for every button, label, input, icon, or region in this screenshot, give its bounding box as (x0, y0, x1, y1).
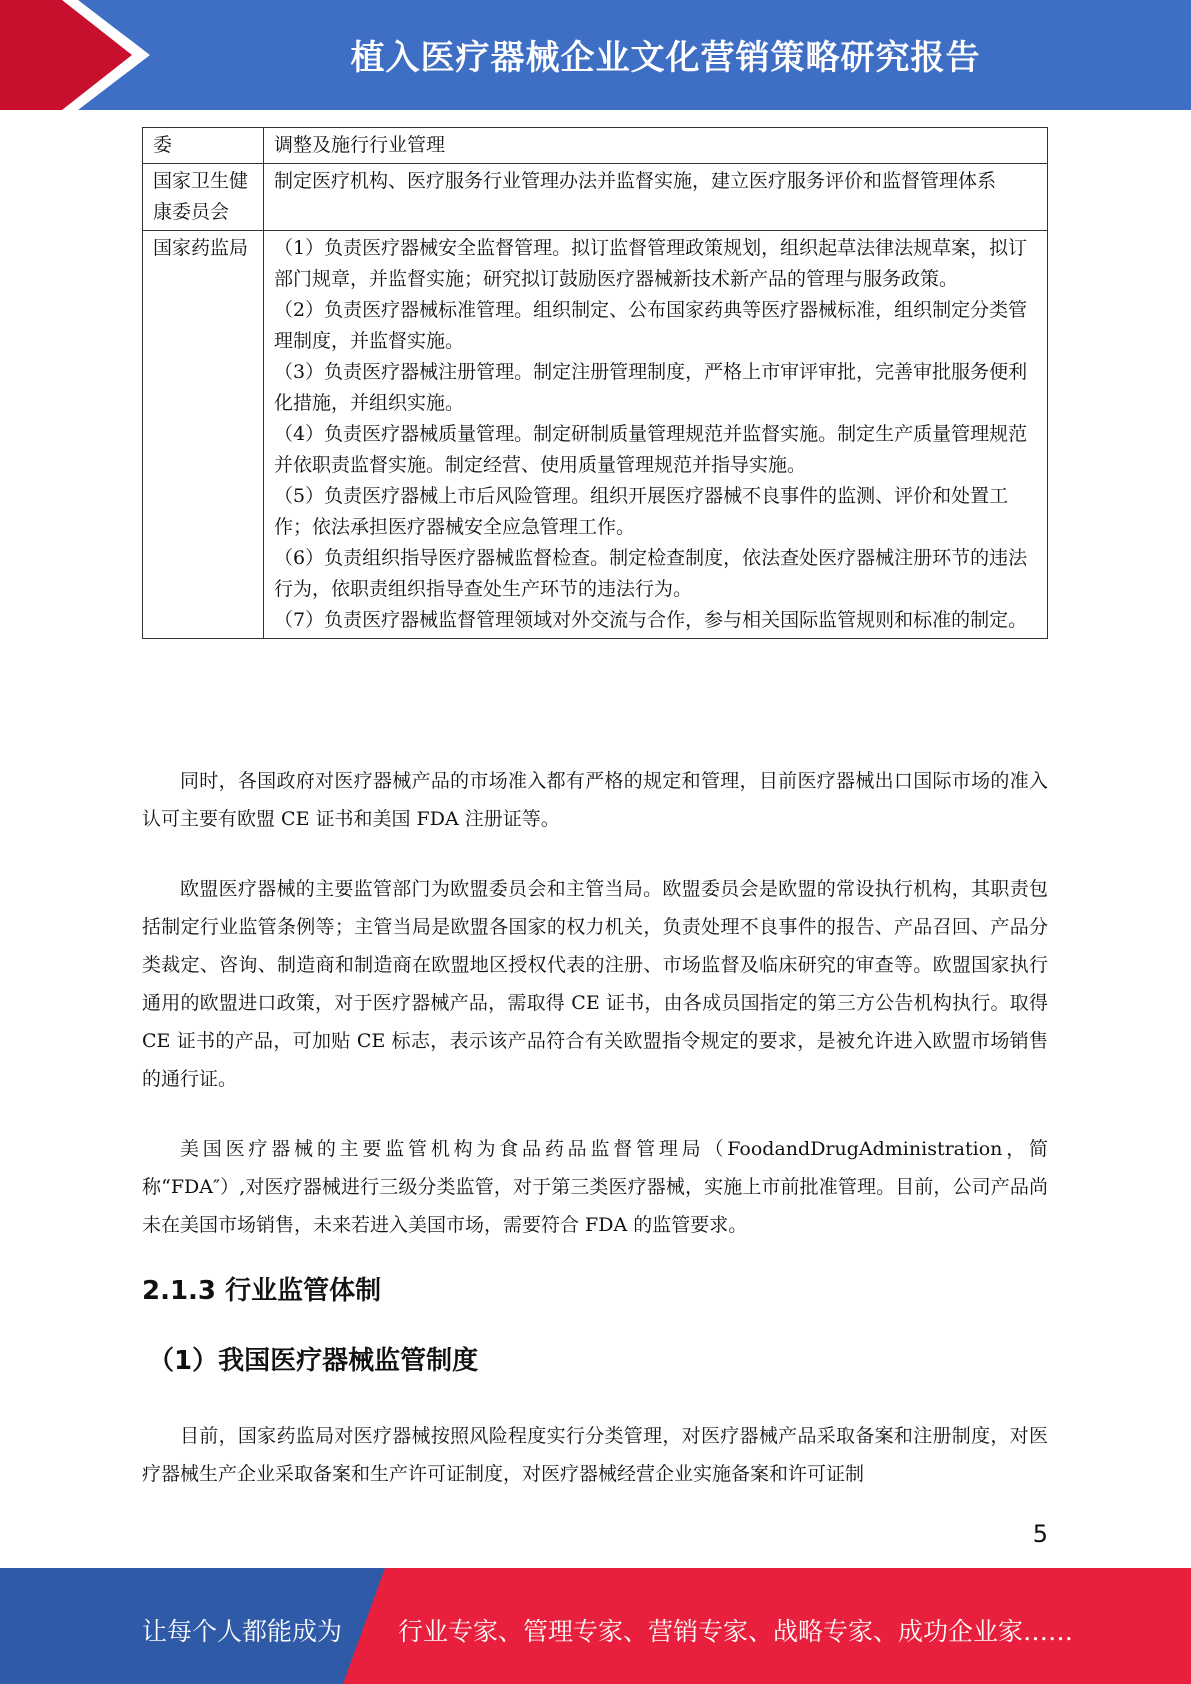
paragraph-eu-regulation: 欧盟医疗器械的主要监管部门为欧盟委员会和主管当局。欧盟委员会是欧盟的常设执行机构，其职责包括制定行业监管条例等；主管当局是欧盟各国家的权力机关，负责处理不良事件的报告、产品召回、产品分类裁定、咨询、制造商和制造商在欧盟地区授权代表的注册、市场监督及临床研究的审查等。欧盟国家执行通用的欧盟进口政策，对于医疗器械产品，需取得 CE 证书，由各成员国指定的第三方公告机构执行。取得 CE 证书的产品，可加贴 CE 标志，表示该产品符合有关欧盟指令规定的要求，是被允许进入欧盟市场销售的通行证。 (142, 878, 1048, 1090)
regulator-duty-table (142, 127, 1048, 639)
duty-item: （3）负责医疗器械注册管理。制定注册管理制度，严格上市审评审批，完善审批服务便利化措施，并组织实施。 (274, 361, 1028, 414)
duty-item: 制定医疗机构、医疗服务行业管理办法并监督实施，建立医疗服务评价和监督管理体系 (274, 170, 997, 192)
duty-item: （7）负责医疗器械监督管理领域对外交流与合作，参与相关国际监管规则和标准的制定。 (274, 609, 1028, 631)
table-row (143, 164, 1048, 231)
duty-item: （6）负责组织指导医疗器械监督检查。制定检查制度，依法查处医疗器械注册环节的违法行为，依职责组织指导查处生产环节的违法行为。 (274, 547, 1028, 600)
table-row (143, 231, 1048, 639)
duty-item: （2）负责医疗器械标准管理。组织制定、公布国家药典等医疗器械标准，组织制定分类管理制度，并监督实施。 (274, 299, 1028, 352)
table-cell-org: 国家药监局 (143, 231, 264, 639)
header-arrow-icon (0, 0, 160, 110)
paragraph-china-regulation: 目前，国家药监局对医疗器械按照风险程度实行分类管理，对医疗器械产品采取备案和注册制度，对医疗器械生产企业采取备案和生产许可证制度，对医疗器械经营企业实施备案和许可证制 (142, 1425, 1048, 1485)
paragraph-market-access: 同时，各国政府对医疗器械产品的市场准入都有严格的规定和管理，目前医疗器械出口国际市场的准入认可主要有欧盟 CE 证书和美国 FDA 注册证等。 (142, 770, 1048, 830)
footer-slogan-right: 行业专家、管理专家、营销专家、战略专家、成功企业家…… (398, 1617, 1074, 1646)
duty-item: （5）负责医疗器械上市后风险管理。组织开展医疗器械不良事件的监测、评价和处置工作；依法承担医疗器械安全应急管理工作。 (274, 485, 1009, 538)
table-cell-org: 委 (143, 128, 264, 164)
duty-item: （4）负责医疗器械质量管理。制定研制质量管理规范并监督实施。制定生产质量管理规范并依职责监督实施。制定经营、使用质量管理规范并指导实施。 (274, 423, 1028, 476)
duty-item: 调整及施行行业管理 (274, 134, 446, 156)
report-title: 植入医疗器械企业文化营销策略研究报告 (350, 38, 981, 78)
footer-slogan-left: 让每个人都能成为 (142, 1617, 343, 1646)
page-footer (0, 1568, 1191, 1684)
table-cell-duty (264, 231, 1048, 639)
table-cell-duty (264, 164, 1048, 231)
table-cell-duty (264, 128, 1048, 164)
duty-item: （1）负责医疗器械安全监督管理。拟订监督管理政策规划，组织起草法律法规草案，拟订部门规章，并监督实施；研究拟订鼓励医疗器械新技术新产品的管理与服务政策。 (274, 237, 1028, 290)
table-cell-org: 国家卫生健康委员会 (143, 164, 264, 231)
page-header (0, 0, 1191, 110)
page-number: 5 (1032, 1520, 1048, 1548)
paragraph-us-fda: 美国医疗器械的主要监管机构为食品药品监督管理局（FoodandDrugAdministration，简称“FDA″）,对医疗器械进行三级分类监管，对于第三类医疗器械，实施上市前批准管理。目前，公司产品尚未在美国市场销售，未来若进入美国市场，需要符合 FDA 的监管要求。 (142, 1138, 1048, 1236)
section-heading: 2.1.3 行业监管体制 (142, 1276, 382, 1306)
subsection-heading: （1）我国医疗器械监管制度 (148, 1346, 479, 1376)
table-row (143, 128, 1048, 164)
